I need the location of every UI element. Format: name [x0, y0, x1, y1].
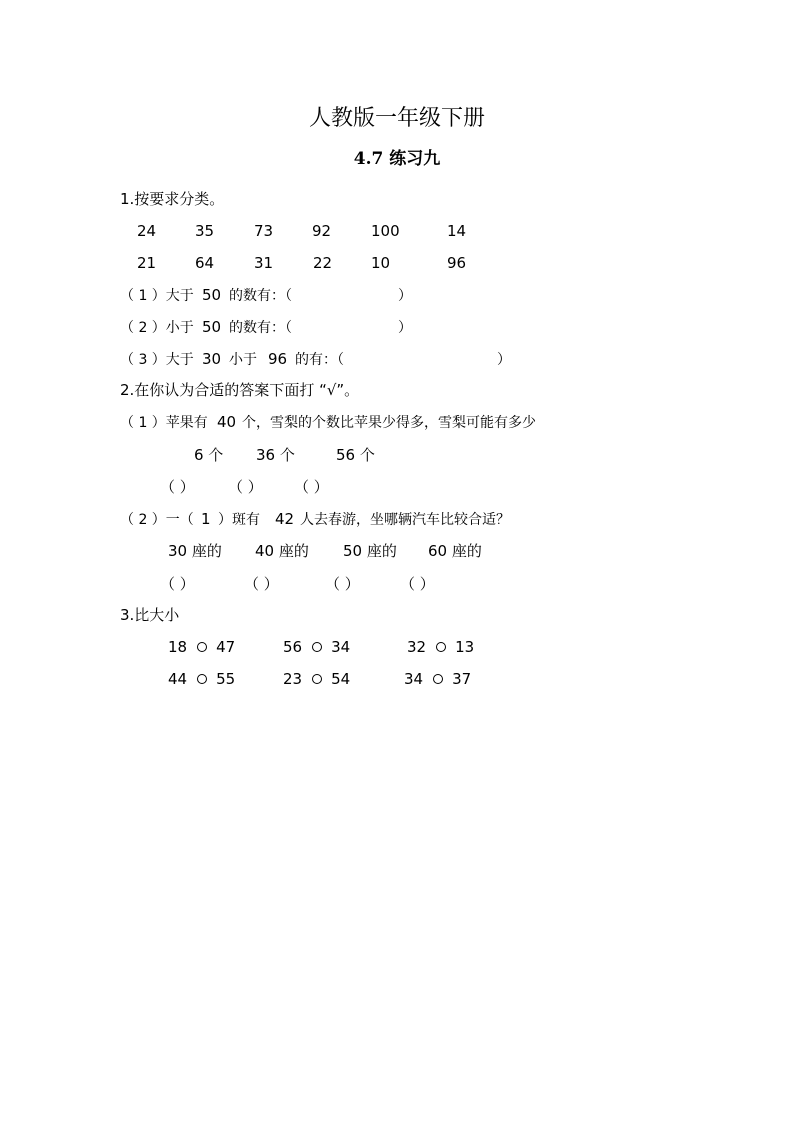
option-label: 40 座的 [255, 542, 309, 560]
compare-circle[interactable] [312, 674, 322, 684]
sub-text: 人去春游，坐哪辆汽车比较合适？ [300, 512, 510, 528]
number-item: 92 [312, 222, 332, 240]
sub-label: （ 1 ）苹果有 [120, 415, 208, 431]
sub-number: 96 [268, 350, 288, 368]
sub-label: （ 1 ）大于 [120, 288, 194, 304]
number-item: 22 [313, 254, 333, 272]
right-number: 54 [331, 670, 351, 688]
number-item: 73 [254, 222, 274, 240]
option-label: 6 个 [194, 446, 224, 464]
compare-item [404, 672, 471, 687]
compare-circle[interactable] [197, 642, 207, 652]
compare-circle[interactable] [312, 642, 322, 652]
lesson-subtitle: 4.7 练习九 [353, 149, 441, 169]
compare-circle[interactable] [433, 674, 443, 684]
answer-paren: （ ） [244, 575, 279, 593]
class-number: 1 [201, 510, 211, 528]
left-number: 34 [404, 670, 424, 688]
q2-heading: 2.在你认为合适的答案下面打 “√”。 [120, 381, 360, 399]
compare-item [283, 640, 350, 655]
number-item: 100 [371, 222, 400, 240]
number-item: 64 [195, 254, 215, 272]
number-item: 31 [254, 254, 274, 272]
right-number: 13 [455, 638, 475, 656]
answer-close-paren: ） [398, 320, 412, 336]
answer-paren: （ ） [160, 575, 195, 593]
sub-number: 50 [202, 318, 222, 336]
right-number: 55 [216, 670, 236, 688]
left-number: 23 [283, 670, 303, 688]
sub-label: （ 3 ）大于 [120, 352, 194, 368]
answer-paren: （ ） [160, 478, 195, 496]
answer-paren: （ ） [228, 478, 263, 496]
option-label: 56 个 [336, 446, 375, 464]
compare-item [407, 640, 474, 655]
left-number: 18 [168, 638, 188, 656]
option-label: 36 个 [256, 446, 295, 464]
sub-text: 的有：（ [295, 352, 344, 368]
compare-item [168, 640, 235, 655]
q1-heading: 1.按要求分类。 [120, 190, 225, 208]
option-label: 60 座的 [428, 542, 482, 560]
sub-label: （ 2 ）一（ [120, 512, 194, 528]
answer-paren: （ ） [325, 575, 360, 593]
sub-number: 30 [202, 350, 222, 368]
number-item: 24 [137, 222, 157, 240]
number-item: 10 [371, 254, 391, 272]
left-number: 56 [283, 638, 303, 656]
sub-text: 的数有：（ [229, 288, 292, 304]
right-number: 47 [216, 638, 236, 656]
sub-text: 的数有：（ [229, 320, 292, 336]
answer-paren: （ ） [294, 478, 329, 496]
option-label: 30 座的 [168, 542, 222, 560]
compare-item [168, 672, 235, 687]
right-number: 37 [452, 670, 472, 688]
number-item: 35 [195, 222, 215, 240]
sub-number: 42 [275, 510, 295, 528]
number-item: 14 [447, 222, 467, 240]
sub-number: 50 [202, 286, 222, 304]
sub-number: 40 [217, 413, 237, 431]
sub-text: ）斑有 [218, 512, 260, 528]
left-number: 44 [168, 670, 188, 688]
compare-item [283, 672, 350, 687]
sub-text: 小于 [229, 352, 257, 368]
sub-text: 个，雪梨的个数比苹果少得多，雪梨可能有多少 [242, 415, 536, 431]
sub-label: （ 2 ）小于 [120, 320, 194, 336]
answer-close-paren: ） [398, 288, 412, 304]
option-label: 50 座的 [343, 542, 397, 560]
answer-close-paren: ） [497, 352, 511, 368]
right-number: 34 [331, 638, 351, 656]
q3-heading: 3.比大小 [120, 606, 180, 624]
left-number: 32 [407, 638, 427, 656]
number-item: 96 [447, 254, 467, 272]
page-title: 人教版一年级下册 [308, 106, 485, 131]
compare-circle[interactable] [436, 642, 446, 652]
answer-paren: （ ） [400, 575, 435, 593]
compare-circle[interactable] [197, 674, 207, 684]
number-item: 21 [137, 254, 157, 272]
